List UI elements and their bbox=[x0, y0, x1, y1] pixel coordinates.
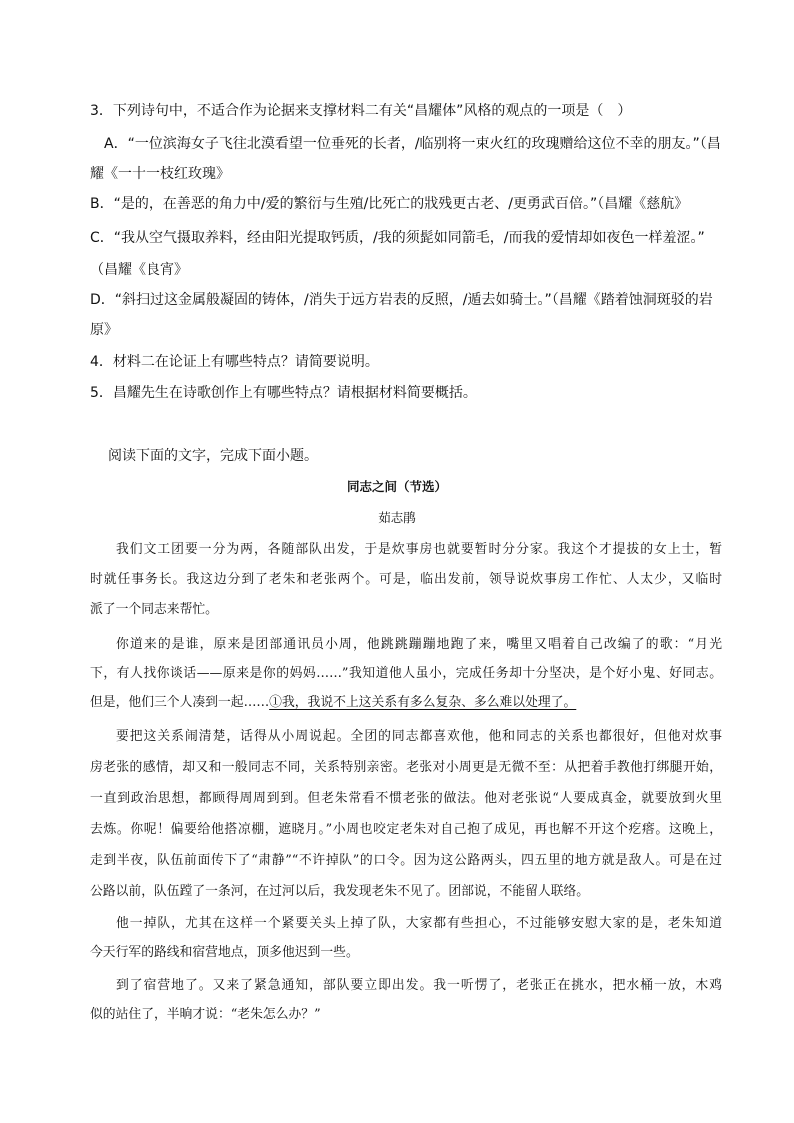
paragraph-3-line: 公路以前，队伍蹚了一条河，在过河以后，我发现老朱不见了。团部说，不能留人联络。 bbox=[90, 884, 590, 899]
paragraph-2-line: 你道来的是谁，原来是团部通讯员小周，他跳跳蹦蹦地跑了来，嘴里又唱着自己改编了的歌：“月光 bbox=[116, 637, 722, 652]
question-3-option-d: D．“斜扫过这金属般凝固的铸体，/消失于远方岩表的反照，/遁去如骑士。”（昌耀《踏着蚀洞斑驳的岩 bbox=[90, 292, 713, 308]
question-3-option-c-cont: （昌耀《良宵》 bbox=[90, 262, 188, 278]
paragraph-3-line: 去炼。你呢！偏要给他搭凉棚，遮晓月。”小周也咬定老朱对自己抱了成见，再也解不开这个疙瘩。这晚上， bbox=[90, 822, 722, 837]
paragraph-1-line: 我们文工团要一分为两，各随部队出发，于是炊事房也就要暂时分分家。我这个才提拔的女上士，暂 bbox=[116, 542, 722, 557]
passage-author: 茹志鹃 bbox=[378, 510, 416, 525]
passage-title: 同志之间（节选） bbox=[346, 479, 447, 494]
paragraph-2-text: 但是，他们三个人凑到一起…… bbox=[90, 695, 270, 710]
paragraph-4-line: 今天行军的路线和宿营地点，顶多他迟到一些。 bbox=[90, 945, 359, 960]
question-3-option-c: C．“我从空气摄取养料，经由阳光提取钙质，/我的须髭如同箭毛，/而我的爱情却如夜色一样羞涩。” bbox=[90, 230, 705, 246]
question-3-option-b: B．“是的，在善恶的角力中/爱的繁衍与生殖/比死亡的戕残更古老、/更勇武百倍。”（昌耀《慈航》 bbox=[90, 196, 689, 212]
paragraph-5-line: 到了宿营地了。又来了紧急通知，部队要立即出发。我一听愣了，老张正在挑水，把水桶一放，木鸡 bbox=[116, 978, 722, 993]
paragraph-2-line bbox=[90, 694, 722, 712]
question-4: 4．材料二在论证上有哪些特点？请简要说明。 bbox=[90, 354, 379, 370]
question-3-option-a-cont: 耀《一十一枝红玫瑰》 bbox=[90, 166, 230, 182]
paragraph-3-line: 走到半夜，队伍前面传下了“肃静”“不许掉队”的口令。因为这公路两头，四五里的地方就是敌人。可是在过 bbox=[90, 853, 722, 868]
paragraph-5-line: 似的站住了，半晌才说：“老朱怎么办？” bbox=[90, 1007, 321, 1022]
question-3-option-d-cont: 原》 bbox=[90, 322, 118, 338]
question-5: 5．昌耀先生在诗歌创作上有哪些特点？请根据材料简要概括。 bbox=[90, 385, 477, 401]
question-3-stem: 3．下列诗句中，不适合作为论据来支撑材料二有关“昌耀体”风格的观点的一项是（ ） bbox=[90, 103, 632, 119]
reading-instruction: 阅读下面的文字，完成下面小题。 bbox=[108, 448, 318, 464]
paragraph-3-line: 要把这关系闹清楚，话得从小周说起。全团的同志都喜欢他，他和同志的关系也都很好，但他对炊事 bbox=[116, 729, 722, 744]
paragraph-3-line: 一直到政治思想，都顾得周周到到。但老朱常看不惯老张的做法。他对老张说“人要成真金，就要放到火里 bbox=[90, 791, 722, 806]
paragraph-1-line: 时就任事务长。我这边分到了老朱和老张两个。可是，临出发前，领导说炊事房工作忙、人太少，又临时 bbox=[90, 572, 722, 587]
paragraph-2-line: 下，有人找你谈话——原来是你的妈妈……”我知道他人虽小，完成任务却十分坚决，是个好小鬼、好同志。 bbox=[90, 666, 722, 681]
paragraph-1-line: 派了一个同志来帮忙。 bbox=[90, 602, 218, 617]
question-3-option-a: A．“一位滨海女子飞往北漠看望一位垂死的长者，/临别将一束火红的玫瑰赠给这位不幸的朋友。”（昌 bbox=[104, 136, 721, 152]
underlined-sentence-1: ①我，我说不上这关系有多么复杂、多么难以处理了。 bbox=[269, 695, 577, 710]
paragraph-3-line: 房老张的感情，却又和一般同志不同，关系特别亲密。老张对小周更是无微不至：从把着手教他打绑腿开始， bbox=[90, 760, 722, 775]
paragraph-4-line: 他一掉队，尤其在这样一个紧要关头上掉了队，大家都有些担心，不过能够安慰大家的是，老朱知道 bbox=[116, 916, 722, 931]
